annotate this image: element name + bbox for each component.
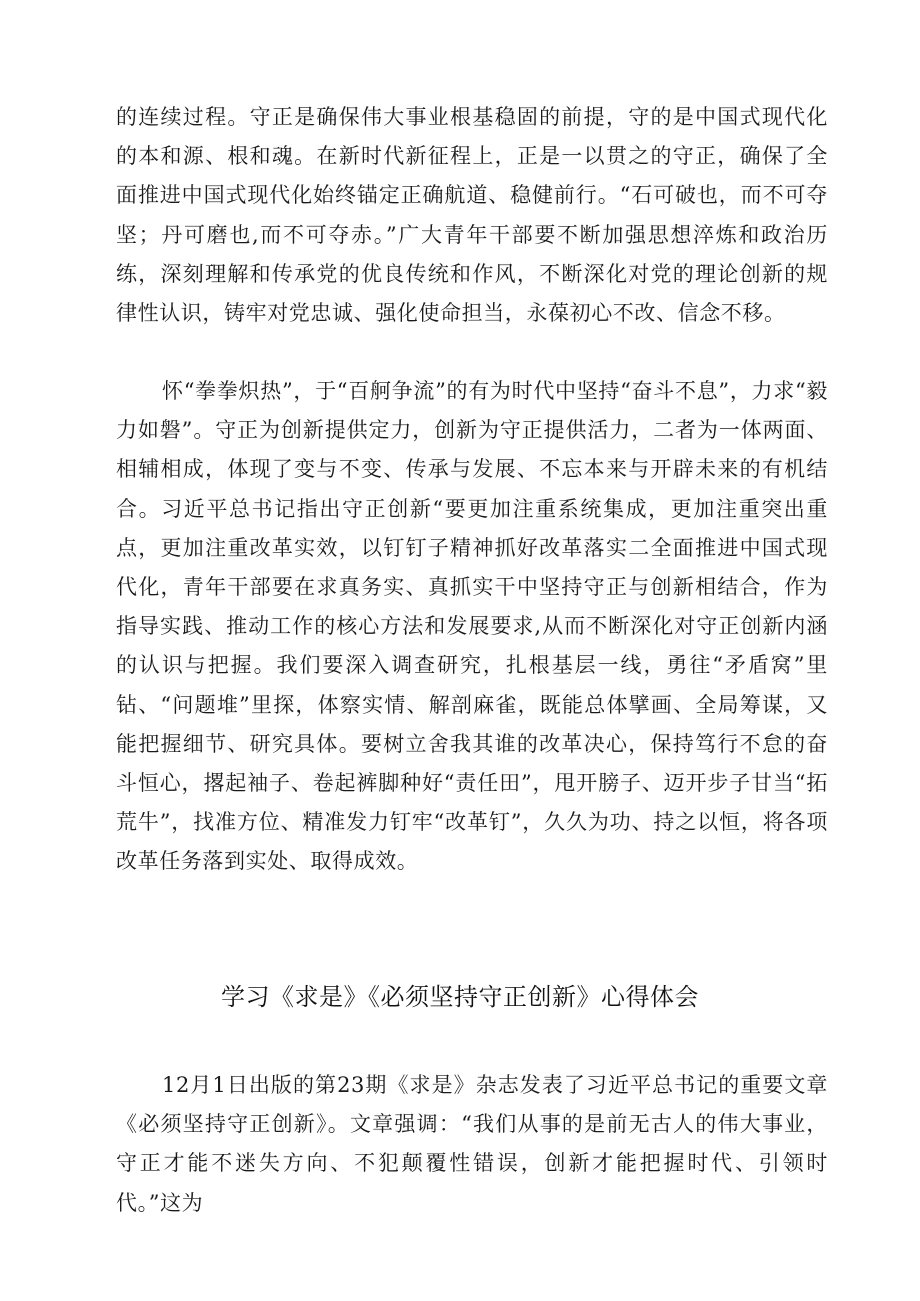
body-paragraph: 怀“拳拳炽热”，于“百舸争流”的有为时代中坚持“奋斗不息”，力求“毅力如磐”。守正为创新提供定力，创新为守正提供活力，二者为一体两面、相辅相成，体现了变与不变、传承与发展、不忘本来与开辟未来的有机结合。习近平总书记指出守正创新“要更加注重系统集成，更加注重突出重点，更加注重改革实效，以钉钉子精神抓好改革落实二全面推进中国式现代化，青年干部要在求真务实、真抓实干中坚持守正与创新相结合，作为指导实践、推动工作的核心方法和发展要求,从而不断深化对守正创新内涵的认识与把握。我们要深入调查研究，扎根基层一线，勇往“矛盾窝”里钻、“问题堆”里探，体察实情、解剖麻雀，既能总体擘画、全局筹谋，又能把握细节、研究具体。要树立舍我其谁的改革决心，保持笃行不怠的奋斗恒心，撂起袖子、卷起裤脚种好“责任田”，甩开膀子、迈开步子甘当“拓荒牛”，找准方位、精准发力钉牢“改革钉”，久久为功、持之以恒，将各项改革任务落到实处、取得成效。 bbox=[116, 379, 828, 874]
intro-paragraph: 12月1日出版的第23期《求是》杂志发表了习近平总书记的重要文章《必须坚持守正创新》。文章强调：“我们从事的是前无古人的伟大事业，守正才能不迷失方向、不犯颠覆性错误，创新才能把握时代、引领时代。”这为 bbox=[116, 1073, 828, 1215]
body-paragraph-continued: 的连续过程。守正是确保伟大事业根基稳固的前提，守的是中国式现代化的本和源、根和魂。在新时代新征程上，正是一以贯之的守正，确保了全面推进中国式现代化始终锚定正确航道、稳健前行。“石可破也，而不可夺坚；丹可磨也,而不可夺赤。”广大青年干部要不断加强思想淬炼和政治历练，深刻理解和传承党的优良传统和作风，不断深化对党的理论创新的规律性认识，铸牢对党忠诚、强化使命担当，永葆初心不改、信念不移。 bbox=[116, 105, 828, 326]
section-heading: 学习《求是》《必须坚持守正创新》心得体会 bbox=[221, 983, 699, 1011]
